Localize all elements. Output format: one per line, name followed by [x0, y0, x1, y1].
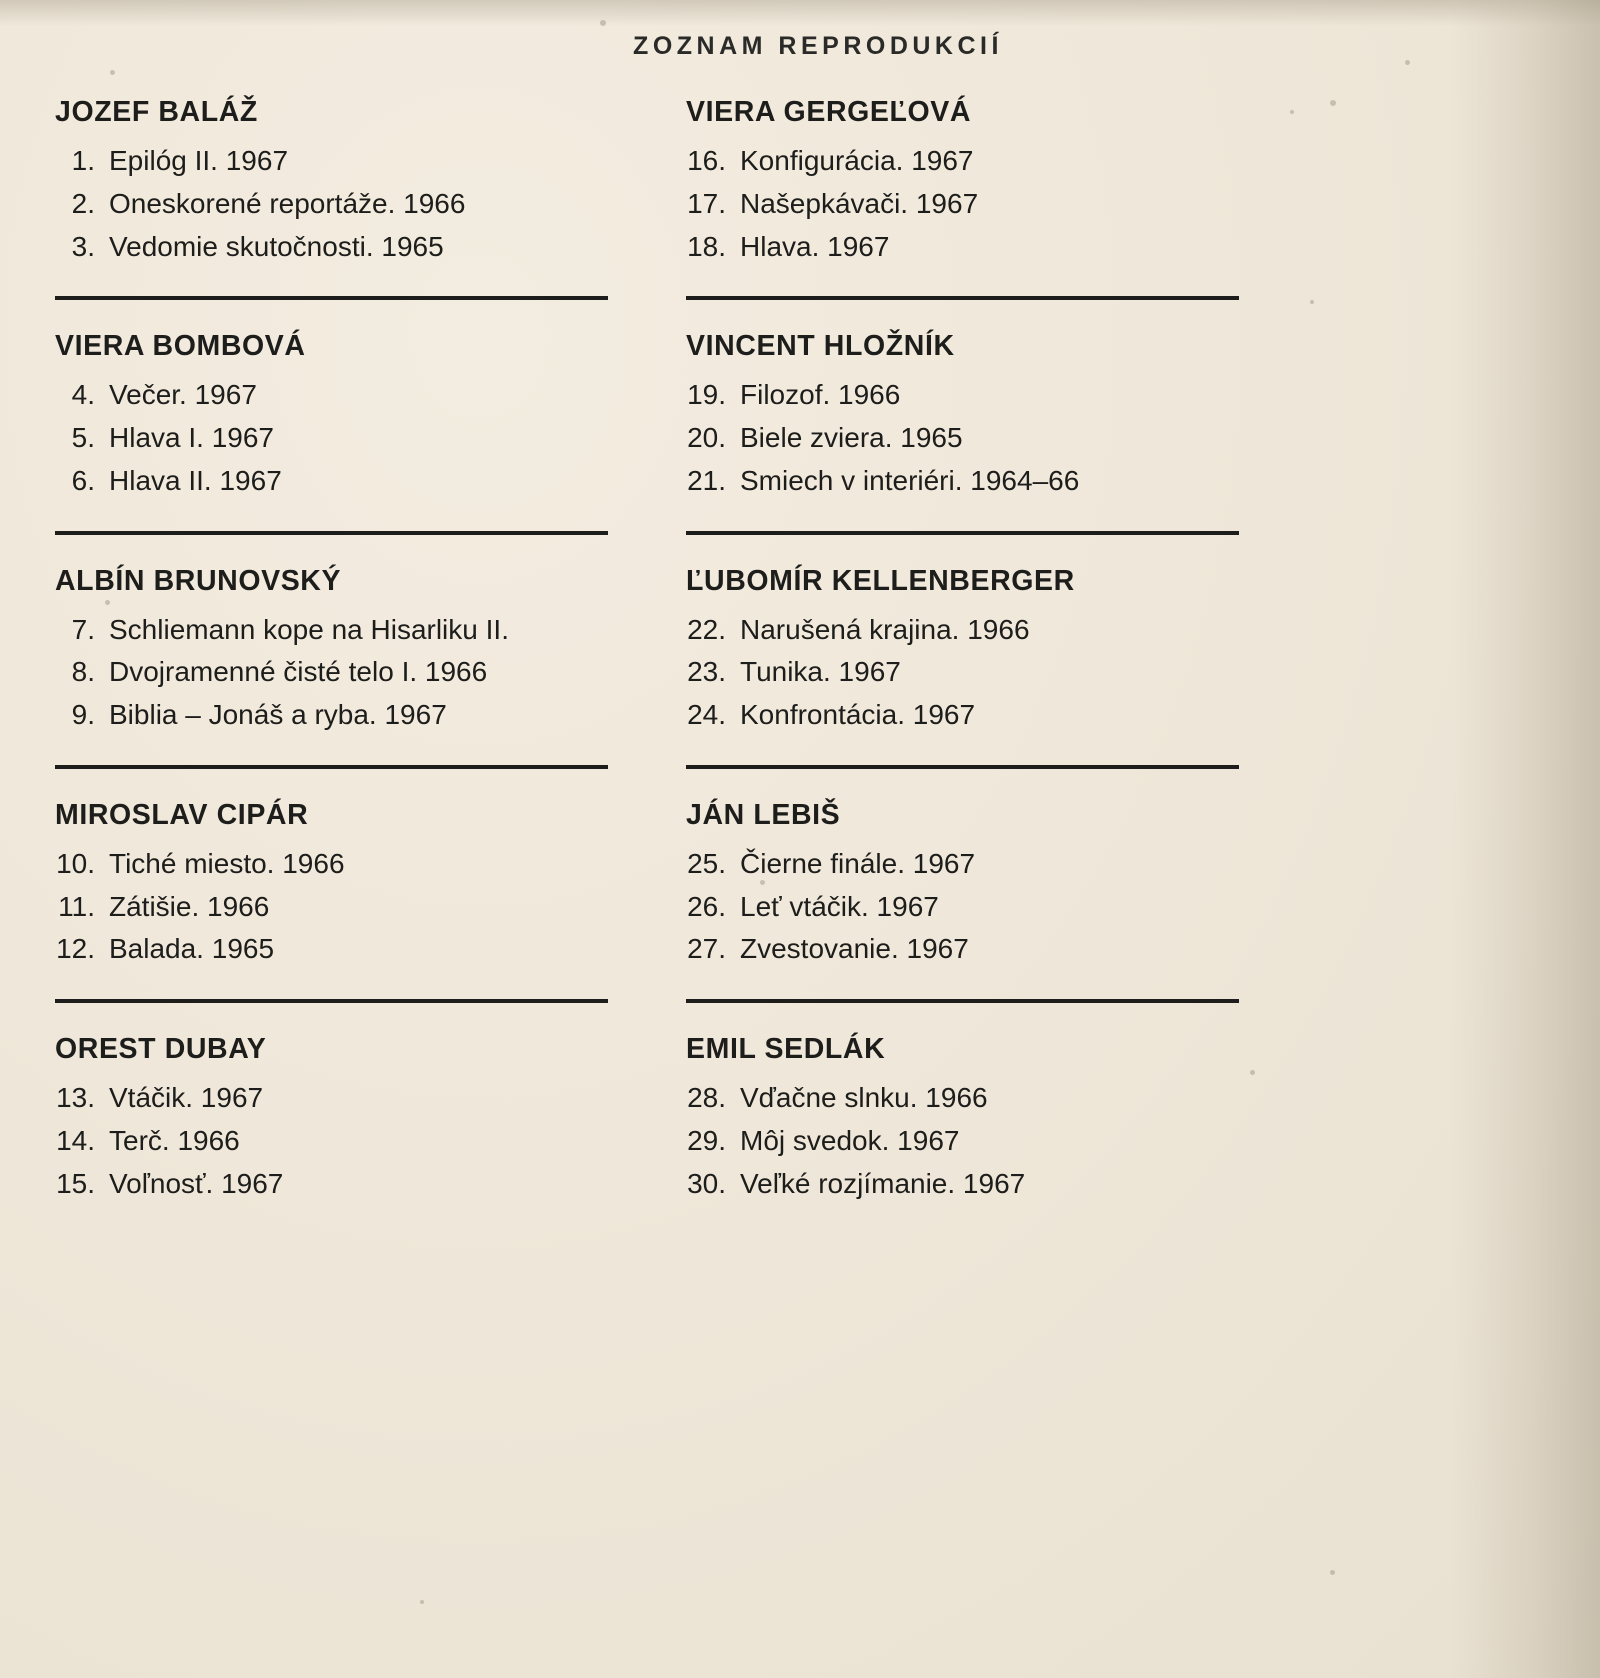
work-number: 9.: [71, 699, 95, 730]
section-divider: [686, 531, 1239, 535]
artist-name: JÁN LEBIŠ: [686, 798, 841, 831]
work-title: Čierne finále. 1967: [740, 847, 976, 879]
list-item: [686, 1121, 1239, 1161]
work-number: 27.: [687, 933, 726, 965]
list-item: [686, 887, 1239, 927]
work-title: Leť vtáčik. 1967: [740, 890, 939, 922]
section-divider: [686, 296, 1239, 300]
work-title: Hlava II. 1967: [109, 464, 282, 496]
list-item: [686, 1164, 1239, 1204]
list-item: [55, 652, 608, 692]
artist-name: OREST DUBAY: [55, 1033, 267, 1065]
list-item: [686, 844, 1239, 884]
work-number: 4.: [71, 379, 95, 411]
work-title: Hlava. 1967: [740, 230, 890, 262]
work-title: Veľké rozjímanie. 1967: [740, 1167, 1026, 1199]
work-title: Dvojramenné čisté telo I. 1966: [109, 656, 488, 688]
artist-group-jozef-balaz: [55, 96, 608, 266]
work-title: Biblia – Jonáš a ryba. 1967: [109, 699, 447, 730]
work-number: 24.: [687, 699, 726, 730]
artist-group-albin-brunovsky: [55, 565, 608, 735]
work-number: 19.: [687, 379, 726, 411]
work-title: Vďačne slnku. 1966: [740, 1082, 988, 1113]
work-title: Môj svedok. 1967: [740, 1124, 960, 1156]
artist-name: ALBÍN BRUNOVSKÝ: [55, 564, 342, 597]
work-number: 10.: [56, 847, 95, 879]
paper-edge-shadow-top: [0, 0, 1600, 26]
work-number: 6.: [71, 464, 95, 496]
section-divider: [55, 765, 608, 769]
work-title: Voľnosť. 1967: [109, 1167, 284, 1199]
work-list: [55, 844, 608, 969]
work-title: Oneskorené reportáže. 1966: [109, 187, 466, 219]
list-item: [55, 929, 608, 969]
work-list: [55, 610, 608, 735]
work-number: 15.: [56, 1167, 95, 1199]
artist-name: EMIL SEDLÁK: [686, 1033, 886, 1065]
work-title: Biele zviera. 1965: [740, 422, 963, 453]
work-title: Smiech v interiéri. 1964–66: [740, 464, 1080, 496]
artist-group-lubomir-kellenberger: [686, 565, 1239, 735]
list-item: [686, 141, 1239, 181]
list-item: [686, 184, 1239, 224]
list-item: [55, 1121, 608, 1161]
list-item: [686, 652, 1239, 692]
work-number: 29.: [687, 1124, 726, 1156]
work-number: 13.: [56, 1082, 95, 1113]
section-divider: [686, 765, 1239, 769]
artist-group-miroslav-cipar: [55, 799, 608, 969]
artist-group-vincent-hloznik: [686, 330, 1239, 500]
work-title: Narušená krajina. 1966: [740, 613, 1030, 645]
work-list: [686, 1078, 1239, 1203]
work-title: Filozof. 1966: [740, 379, 901, 411]
list-item: [686, 695, 1239, 735]
work-number: 3.: [71, 230, 95, 262]
work-title: Vtáčik. 1967: [109, 1082, 264, 1113]
work-number: 14.: [56, 1124, 95, 1156]
work-title: Tunika. 1967: [740, 656, 901, 688]
list-item: [686, 375, 1239, 415]
work-number: 5.: [71, 422, 95, 453]
list-item: [686, 227, 1239, 267]
list-item: [55, 141, 608, 181]
work-list: [686, 141, 1239, 266]
artist-name: VIERA GERGEĽOVÁ: [686, 96, 972, 128]
list-item: [686, 929, 1239, 969]
left-column: [55, 96, 608, 1206]
work-number: 1.: [71, 145, 95, 176]
work-title: Terč. 1966: [109, 1124, 240, 1156]
artist-group-jan-lebis: [686, 799, 1239, 969]
list-item: [55, 227, 608, 267]
work-list: [686, 844, 1239, 969]
work-number: 25.: [687, 847, 726, 879]
section-divider: [686, 999, 1239, 1003]
work-title: Zvestovanie. 1967: [740, 933, 969, 965]
list-item: [55, 844, 608, 884]
work-number: 30.: [687, 1167, 726, 1199]
section-divider: [55, 296, 608, 300]
list-item: [55, 418, 608, 458]
work-number: 17.: [687, 187, 726, 219]
list-item: [55, 1164, 608, 1204]
artist-name: MIROSLAV CIPÁR: [55, 798, 309, 831]
list-item: [686, 610, 1239, 650]
artist-group-emil-sedlak: [686, 1033, 1239, 1203]
work-number: 7.: [71, 613, 95, 645]
section-divider: [55, 999, 608, 1003]
list-item: [55, 610, 608, 650]
list-item: [55, 695, 608, 735]
work-number: 23.: [687, 656, 726, 688]
work-number: 8.: [71, 656, 95, 688]
right-column: [686, 96, 1239, 1206]
work-title: Konfigurácia. 1967: [740, 145, 974, 176]
work-number: 18.: [687, 230, 726, 262]
artist-group-viera-gergelova: [686, 96, 1239, 266]
artist-name: ĽUBOMÍR KELLENBERGER: [686, 564, 1075, 597]
work-title: Našepkávači. 1967: [740, 187, 979, 219]
work-number: 22.: [687, 613, 726, 645]
work-list: [55, 1078, 608, 1203]
artist-name: VINCENT HLOŽNÍK: [686, 330, 955, 363]
paper-edge-shadow-right: [1450, 0, 1600, 1678]
work-number: 12.: [56, 933, 95, 965]
work-number: 11.: [58, 890, 95, 922]
work-list: [55, 141, 608, 266]
list-item: [55, 461, 608, 501]
work-title: Tiché miesto. 1966: [109, 847, 345, 879]
work-number: 21.: [687, 464, 726, 496]
work-list: [55, 375, 608, 500]
work-list: [686, 375, 1239, 500]
work-title: Zátišie. 1966: [109, 890, 270, 922]
list-item: [55, 1078, 608, 1118]
artist-name: VIERA BOMBOVÁ: [55, 330, 306, 363]
work-title: Vedomie skutočnosti. 1965: [109, 230, 444, 262]
list-item: [686, 418, 1239, 458]
work-number: 2.: [71, 187, 95, 219]
work-number: 26.: [687, 890, 726, 922]
reproduction-list: [55, 96, 1355, 1206]
list-item: [55, 184, 608, 224]
work-title: Večer. 1967: [109, 379, 257, 411]
list-item: [686, 1078, 1239, 1118]
list-item: [55, 887, 608, 927]
artist-group-viera-bombova: [55, 330, 608, 500]
work-title: Hlava I. 1967: [109, 422, 274, 453]
work-number: 16.: [687, 145, 726, 176]
work-number: 20.: [687, 422, 726, 453]
artist-name: JOZEF BALÁŽ: [55, 96, 258, 128]
work-title: Balada. 1965: [109, 933, 275, 965]
work-title: Epilóg II. 1967: [109, 145, 289, 176]
work-number: 28.: [687, 1082, 726, 1113]
section-divider: [55, 531, 608, 535]
work-title: Konfrontácia. 1967: [740, 699, 976, 730]
work-title: Schliemann kope na Hisarliku II.: [109, 613, 509, 645]
list-item: [55, 375, 608, 415]
list-item: [686, 461, 1239, 501]
artist-group-orest-dubay: [55, 1033, 608, 1203]
work-list: [686, 610, 1239, 735]
page-title: ZOZNAM REPRODUKCIÍ: [633, 32, 1003, 60]
